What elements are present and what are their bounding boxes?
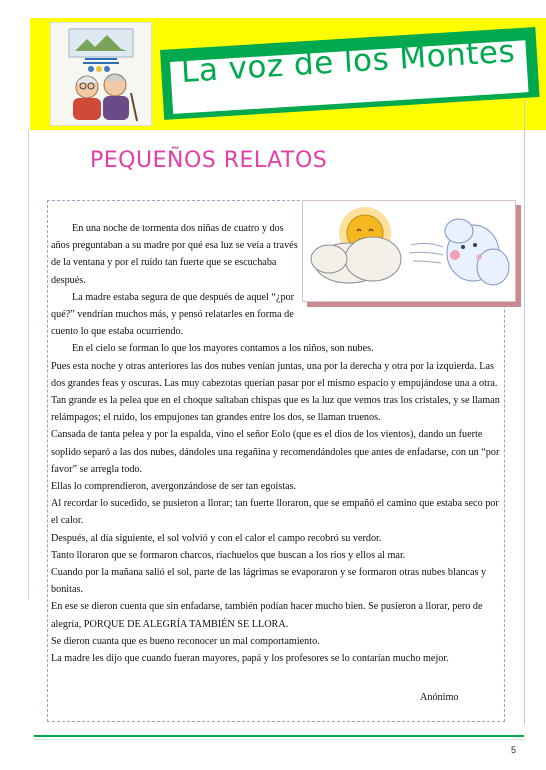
story-body [51,220,503,667]
left-margin-rule [28,130,29,600]
elderly-couple-logo-image [51,23,151,125]
section-heading: PEQUEÑOS RELATOS [90,148,328,173]
right-margin-rule [524,100,525,725]
page-number: 5 [511,745,517,755]
story-paragraph: Pues esta noche y otras anteriores las dos nubes venían juntas, una por la derecha y otra por la izquierda. Las dos grandes feas y oscuras. Las muy cabezotas querían pasar por el mismo espacio y empujándose una a otra. Tan grande es la pelea que en el choque saltaban chispas que es la luz que vemos tras los cristales, y se llaman relámpagos; el ruido, los empujones tan grandes entre los dos, se llaman truenos. [51,360,500,424]
story-paragraph: Cansada de tanta pelea y por la espalda, vino el señor Eolo (que es el dios de los vientos), dando un fuerte soplido separó a las dos nubes, dándoles una regañina y recomendándoles que antes de enfadarse, con un “por favor” se arregla todo. [51,429,500,475]
story-paragraph: Tanto lloraron que se formaron charcos, riachuelos que buscan a los ríos y ellos al mar. [51,549,406,561]
story-paragraph: En una noche de tormenta dos niñas de cuatro y dos años preguntaban a su madre por qué esa luz se veía a través de la ventana y por el ruido tan fuerte que se escuchaba después. [51,223,298,286]
story-paragraph: Al recordar lo sucedido, se pusieron a llorar; tan fuerte lloraron, que se empañó el camino que estaba seco por el calor. [51,498,499,527]
footer-rule [34,735,524,737]
story-paragraph: En el cielo se forman lo que los mayores contamos a los niños, son nubes. [72,343,374,355]
story-paragraph: Después, al día siguiente, el sol volvió y con el calor el campo recobró su verdor. [51,532,382,544]
story-author: Anónimo [420,692,459,703]
story-paragraph: La madre les dijo que cuando fueran mayores, papá y los profesores se lo contarían mucho mejor. [51,653,449,665]
story-paragraph: Se dieron cuanta que es bueno reconocer un mal comportamiento. [51,635,320,647]
story-paragraph: La madre estaba segura de que después de aquel “¿por qué?” vendrían muchos más, y pensó relatarles en forma de cuento lo que estaba ocurriendo. [51,291,295,338]
residence-logo [50,22,152,126]
story-paragraph: En ese se dieron cuenta que sin enfadarse, también podían hacer mucho bien. Se pusieron a llorar, pero de alegría, PORQUE DE ALEGRÍA TAMBIÉN SE LLORA. [51,601,483,630]
story-paragraph: Cuando por la mañana salió el sol, parte de las lágrimas se evaporaron y se formaron otras nubes blancas y bonitas. [51,567,487,596]
footer-rule-secondary [34,739,524,740]
story-paragraph: Ellas lo comprendieron, avergonzándose de ser tan egoístas. [51,481,297,493]
newsletter-title: La voz de los Montes [180,33,517,90]
